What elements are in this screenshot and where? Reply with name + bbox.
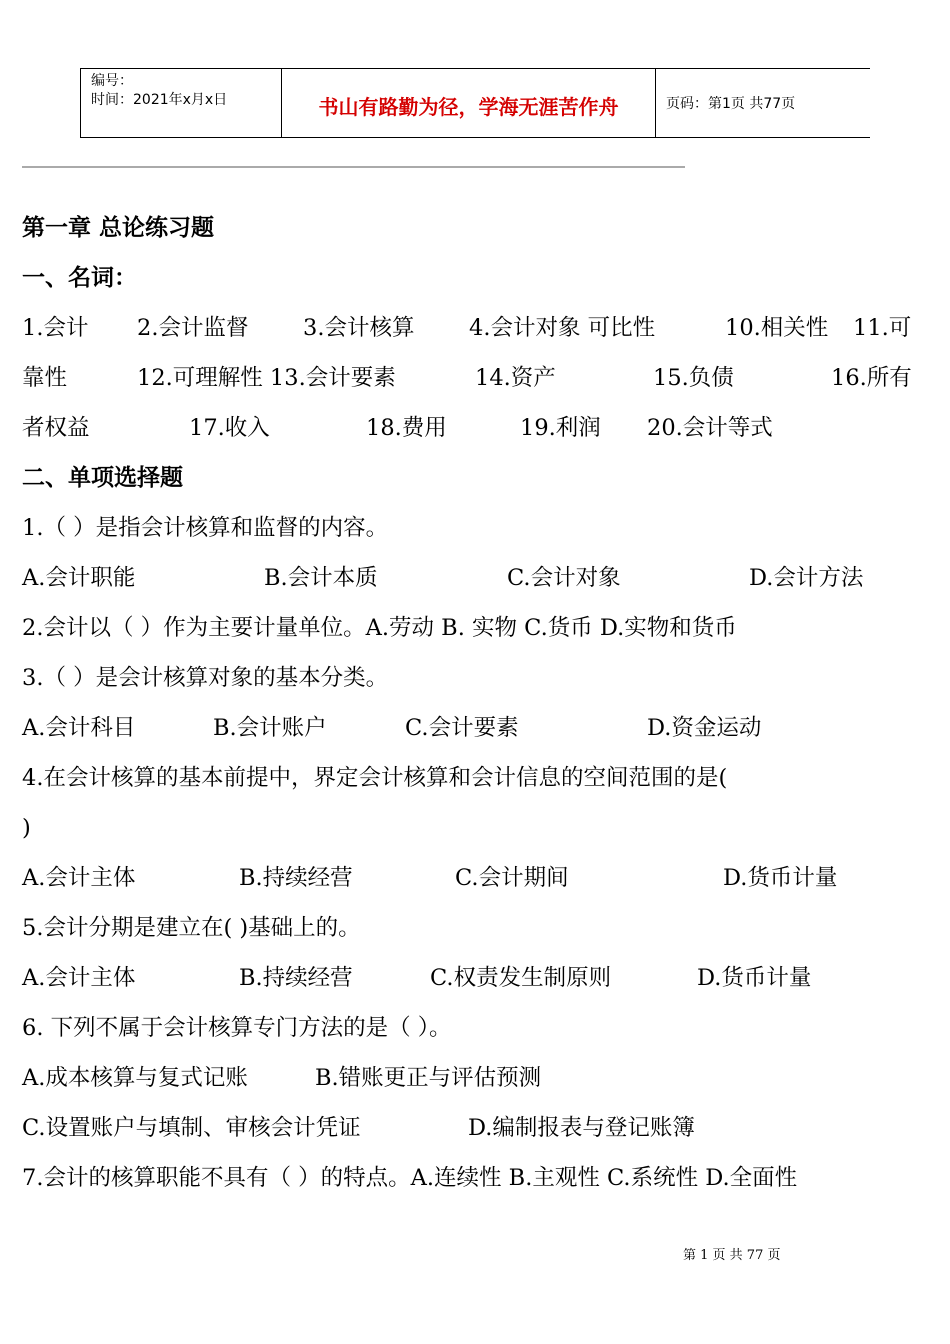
- question-3: 3.（ ）是会计核算对象的基本分类。: [22, 665, 389, 691]
- chapter-title: 第一章 总论练习题: [22, 215, 215, 241]
- option: D.货币计量: [723, 865, 838, 891]
- option: B.持续经营: [239, 865, 353, 891]
- option: D.编制报表与登记账簿: [468, 1115, 695, 1141]
- option: A.会计主体: [22, 965, 136, 991]
- term: 12.可理解性 13.会计要素: [137, 365, 396, 391]
- option: B.持续经营: [239, 965, 353, 991]
- header-meta: [80, 69, 282, 137]
- option: A.会计主体: [22, 865, 136, 891]
- option: B.会计账户: [213, 715, 327, 741]
- date-label: 时间：2021年x月x日: [91, 92, 228, 108]
- option: C.权责发生制原则: [430, 965, 612, 991]
- terms-line-3: [22, 403, 922, 453]
- section-title-terms: 一、名词：: [22, 265, 137, 291]
- option: A.会计科目: [22, 715, 136, 741]
- question-5-options: [22, 953, 922, 1003]
- term: 者权益: [22, 415, 90, 441]
- question-6: 6. 下列不属于会计核算专门方法的是（ ）。: [22, 1015, 452, 1041]
- question-4-continuation: ): [22, 815, 31, 841]
- terms-line-2: [22, 353, 922, 403]
- document-body: [22, 203, 922, 1203]
- term: 4.会计对象 可比性: [469, 315, 656, 341]
- separator-rule: [22, 166, 685, 168]
- term: 14.资产: [475, 365, 556, 391]
- term: 18.费用: [366, 415, 447, 441]
- document-header: [80, 68, 870, 138]
- term: 16.所有: [831, 365, 912, 391]
- term: 3.会计核算: [303, 315, 415, 341]
- term: 1.会计: [22, 315, 89, 341]
- term: 17.收入: [189, 415, 270, 441]
- question-1-options: [22, 553, 922, 603]
- term: 20.会计等式: [647, 415, 773, 441]
- option: C.设置账户与填制、审核会计凭证: [22, 1115, 361, 1141]
- option: D.货币计量: [697, 965, 812, 991]
- section-title-choice: 二、单项选择题: [22, 465, 183, 491]
- term: 19.利润: [520, 415, 601, 441]
- term: 2.会计监督: [137, 315, 249, 341]
- term: 10.相关性: [725, 315, 829, 341]
- term: 11.可: [853, 315, 912, 341]
- option: A.成本核算与复式记账: [22, 1065, 248, 1091]
- option: B.错账更正与评估预测: [315, 1065, 542, 1091]
- option: B.会计本质: [264, 565, 378, 591]
- number-label: 编号：: [91, 73, 133, 89]
- term: 靠性: [22, 365, 68, 391]
- question-3-options: [22, 703, 922, 753]
- question-2: 2.会计以（ ）作为主要计量单位。A.劳动 B. 实物 C.货币 D.实物和货币: [22, 615, 737, 641]
- page-footer: 第 1 页 共 77 页: [683, 1248, 781, 1263]
- terms-line-1: [22, 303, 922, 353]
- option: A.会计职能: [22, 565, 136, 591]
- option: D.会计方法: [749, 565, 864, 591]
- question-4-options: [22, 853, 922, 903]
- question-1: 1.（ ）是指会计核算和监督的内容。: [22, 515, 389, 541]
- option: C.会计期间: [455, 865, 569, 891]
- term: 15.负债: [653, 365, 734, 391]
- header-page-info: 页码：第1页 共77页: [666, 96, 796, 112]
- question-4: 4.在会计核算的基本前提中，界定会计核算和会计信息的空间范围的是(: [22, 765, 728, 791]
- question-5: 5.会计分期是建立在( )基础上的。: [22, 915, 361, 941]
- header-motto: 书山有路勤为径，学海无涯苦作舟: [282, 69, 656, 137]
- option: C.会计对象: [507, 565, 621, 591]
- option: D.资金运动: [647, 715, 762, 741]
- question-6-options-b: [22, 1103, 922, 1153]
- question-6-options-a: [22, 1053, 922, 1103]
- option: C.会计要素: [405, 715, 519, 741]
- question-7: 7.会计的核算职能不具有（ ）的特点。A.连续性 B.主观性 C.系统性 D.全面性: [22, 1165, 798, 1191]
